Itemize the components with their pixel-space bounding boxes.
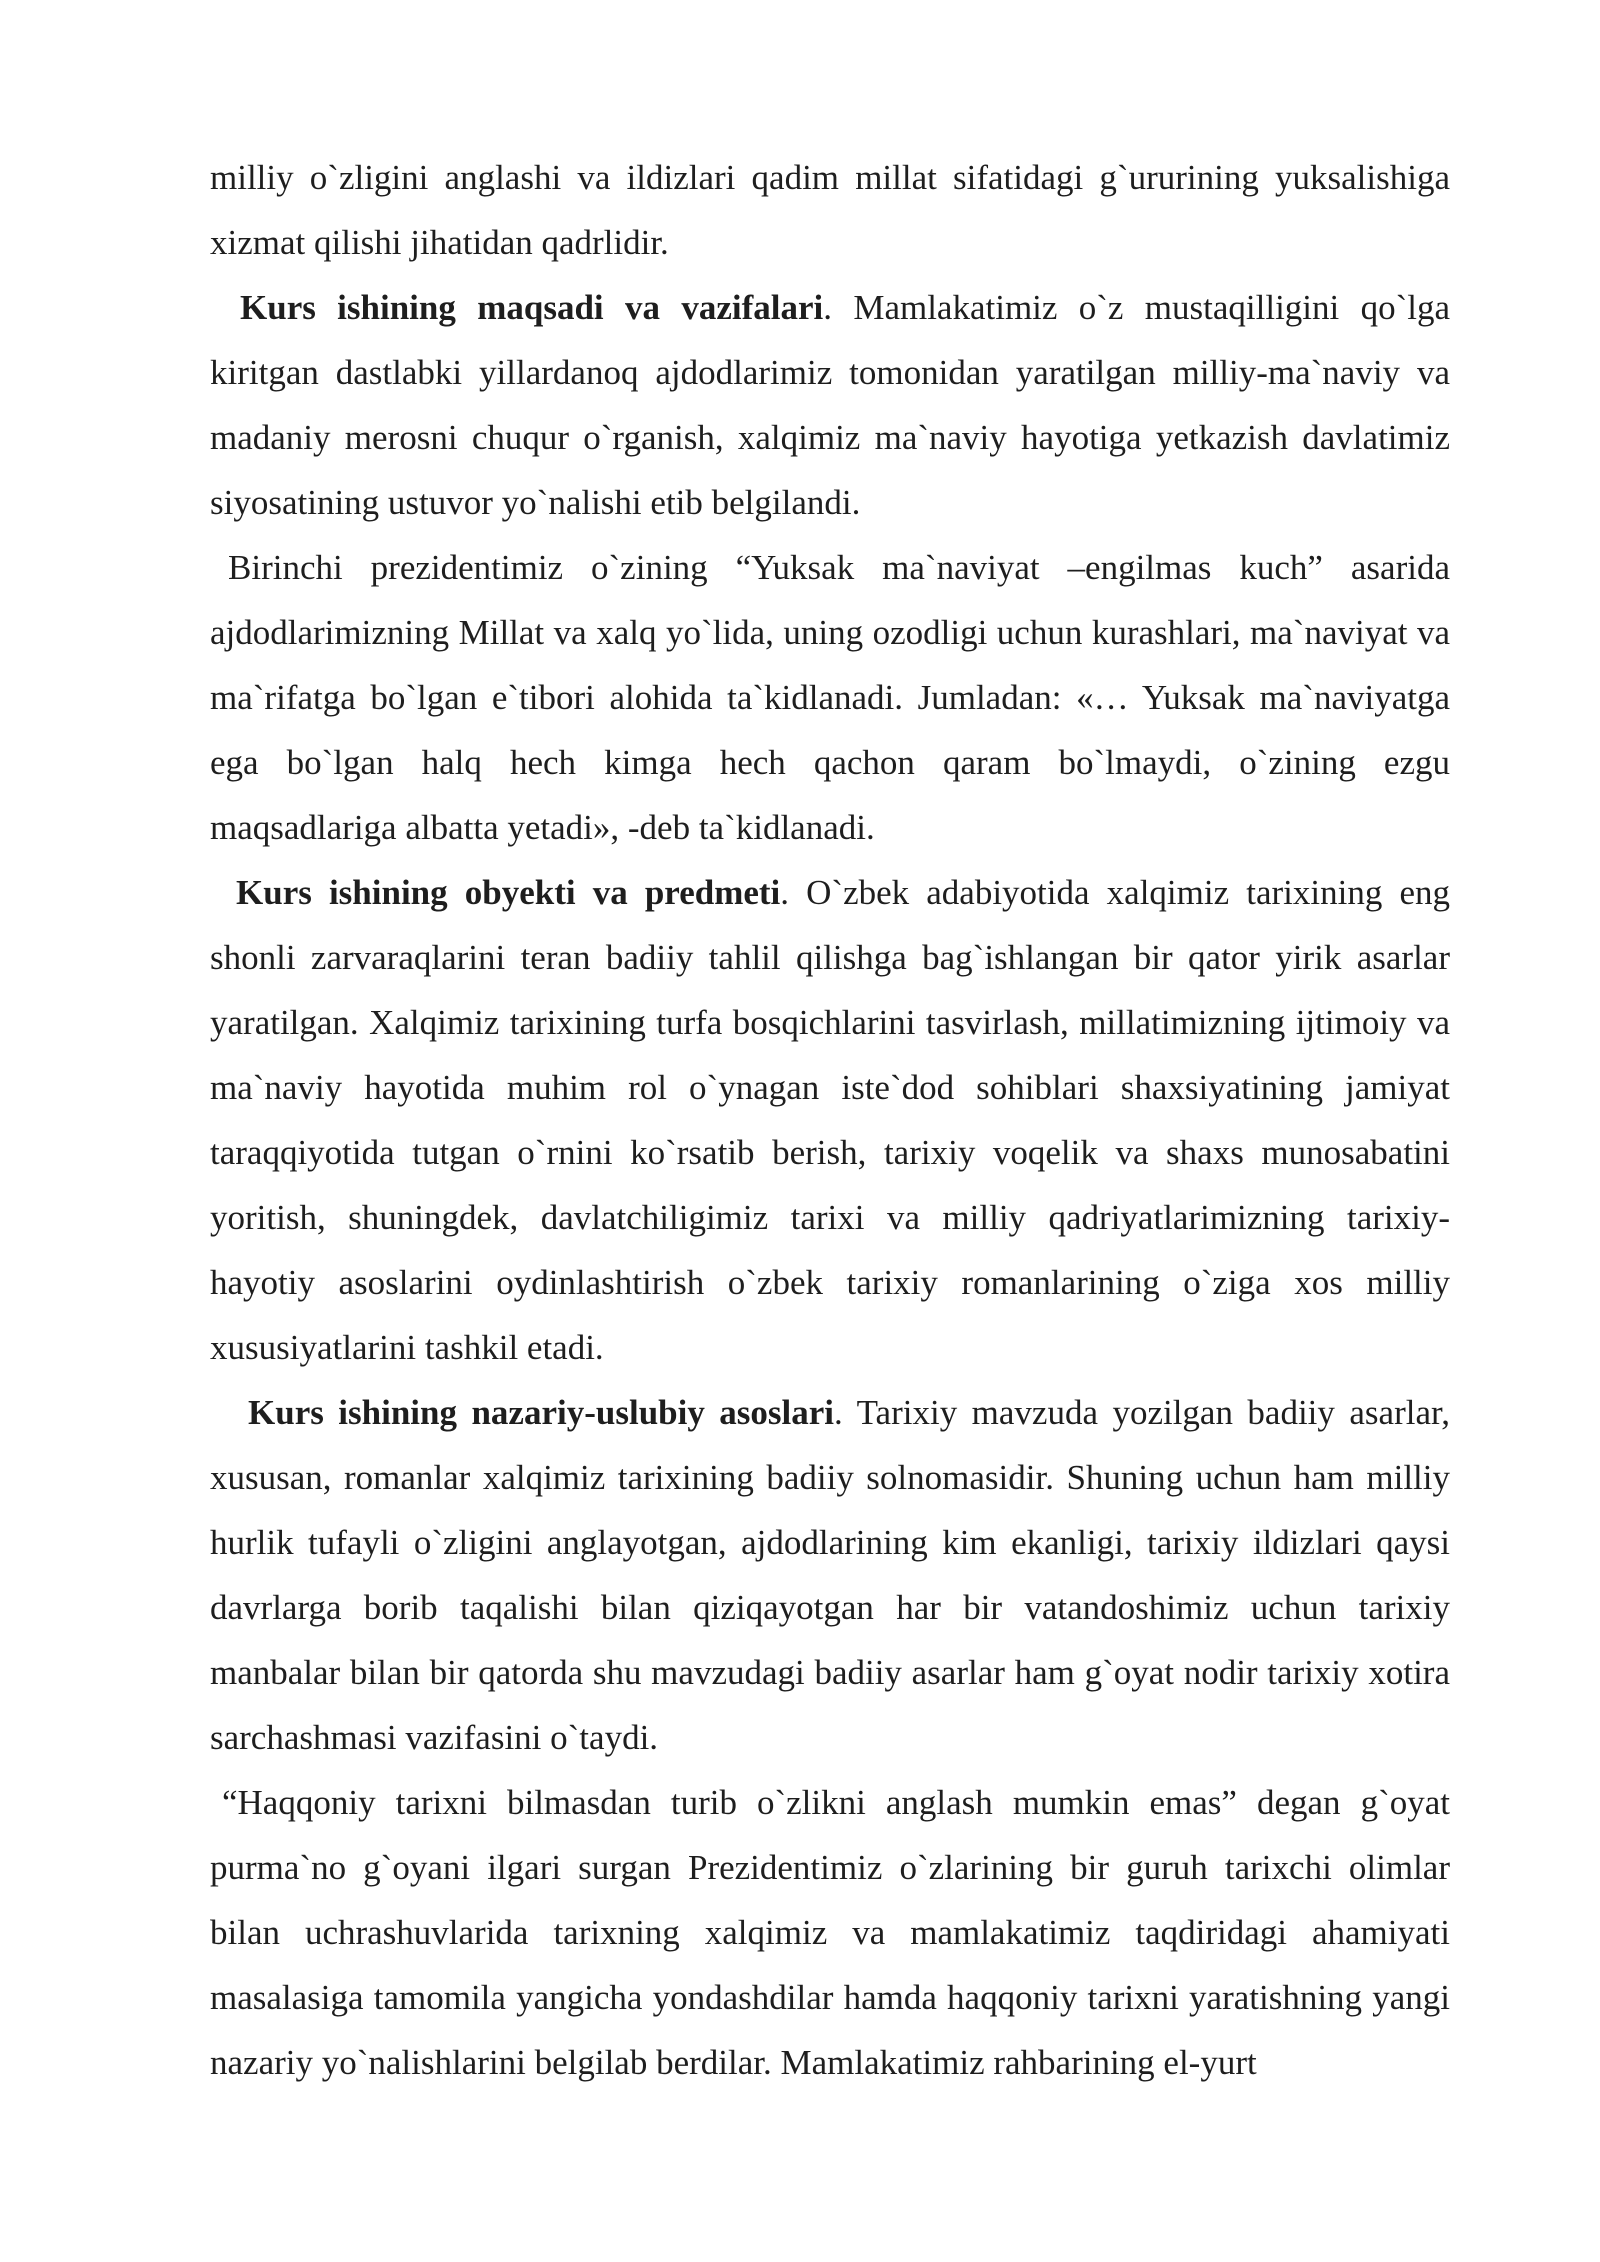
paragraph-text: . Tarixiy mavzuda yozilgan badiiy asarlar, xususan, romanlar xalqimiz tarixining badiiy solnomasidir. Shuning uchun ham milliy hurlik tufayli o`zligini anglayotgan, ajdodlarining kim ekanligi, tarixiy ildizlari qaysi davrlarga borib taqalishi bilan qiziqayotgan har bir vatandoshimiz uchun tarixiy manbalar bilan bir qatorda shu mavzudagi badiiy asarlar ham g`oyat nodir tarixiy xotira sarchashmasi vazifasini o`taydi. xyxy=(210,1393,1450,1757)
section-heading-object: Kurs ishining obyekti va predmeti xyxy=(236,873,781,912)
section-heading-aims: Kurs ishining maqsadi va vazifalari xyxy=(240,288,824,327)
section-heading-methodology: Kurs ishining nazariy-uslubiy asoslari xyxy=(248,1393,835,1432)
paragraph-text: “Haqqoniy tarixni bilmasdan turib o`zlikni anglash mumkin emas” degan g`oyat purma`no g`oyani ilgari surgan Prezidentimiz o`zlarining bir guruh tarixchi olimlar bilan uchrashuvlarida tarixning xalqimiz va mamlakatimiz taqdiridagi ahamiyati masalasiga tamomila yangicha yondashdilar hamda haqqoniy tarixni yaratishning yangi nazariy yo`nalishlarini belgilab berdilar. Mamlakatimiz rahbarining el-yurt xyxy=(210,1783,1450,2082)
paragraph-aims xyxy=(210,275,1450,535)
paragraph-history xyxy=(210,1770,1450,2095)
paragraph-intro-continuation xyxy=(210,145,1450,275)
paragraph-object xyxy=(210,860,1450,1380)
document-page xyxy=(210,145,1450,2095)
paragraph-text: . O`zbek adabiyotida xalqimiz tarixining eng shonli zarvaraqlarini teran badiiy tahlil qilishga bag`ishlangan bir qator yirik asarlar yaratilgan. Xalqimiz tarixining turfa bosqichlarini tasvirlash, millatimizning ijtimoiy va ma`naviy hayotida muhim rol o`ynagan iste`dod sohiblari shaxsiyatining jamiyat taraqqiyotida tutgan o`rnini ko`rsatib berish, tarixiy voqelik va shaxs munosabatini yoritish, shuningdek, davlatchiligimiz tarixi va milliy qadriyatlarimizning tarixiy- hayotiy asoslarini oydinlashtirish o`zbek tarixiy romanlarining o`ziga xos milliy xususiyatlarini tashkil etadi. xyxy=(210,873,1450,1367)
paragraph-text: . Mamlakatimiz o`z mustaqilligini qo`lga kiritgan dastlabki yillardanoq ajdodlarimiz tomonidan yaratilgan milliy-ma`naviy va madaniy merosni chuqur o`rganish, xalqimiz ma`naviy hayotiga yetkazish davlatimiz siyosatining ustuvor yo`nalishi etib belgilandi. xyxy=(210,288,1450,522)
paragraph-text: Birinchi prezidentimiz o`zining “Yuksak ma`naviyat –engilmas kuch” asarida ajdodlarimizning Millat va xalq yo`lida, uning ozodligi uchun kurashlari, ma`naviyat va ma`rifatga bo`lgan e`tibori alohida ta`kidlanadi. Jumladan: «… Yuksak ma`naviyatga ega bo`lgan halq hech kimga hech qachon qaram bo`lmaydi, o`zining ezgu maqsadlariga albatta yetadi», -deb ta`kidlanadi. xyxy=(210,548,1450,847)
paragraph-text: milliy o`zligini anglashi va ildizlari qadim millat sifatidagi g`ururining yuksalishiga xizmat qilishi jihatidan qadrlidir. xyxy=(210,158,1450,262)
paragraph-president-quote xyxy=(210,535,1450,860)
paragraph-methodology xyxy=(210,1380,1450,1770)
